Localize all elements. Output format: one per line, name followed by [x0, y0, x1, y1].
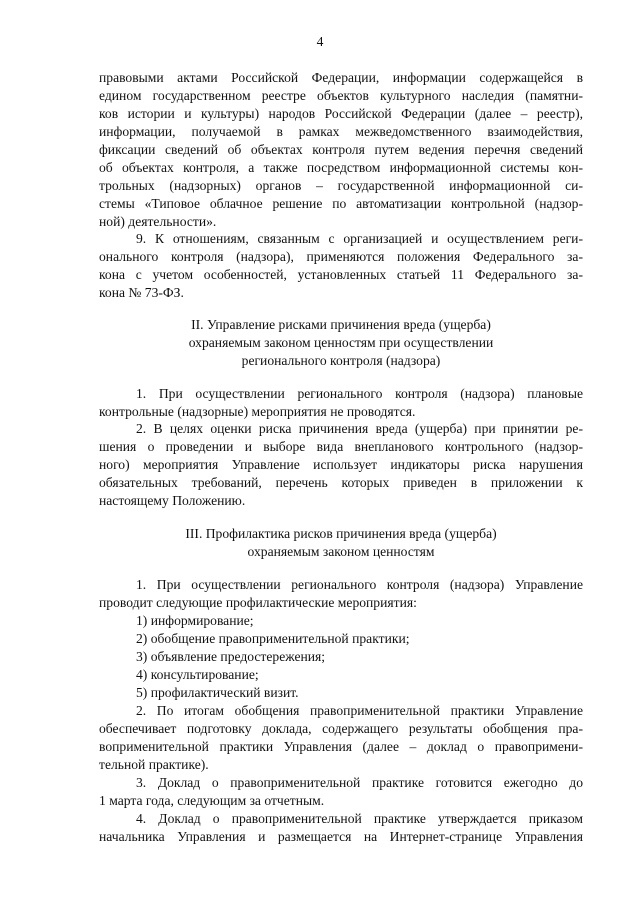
text-line: трольных (надзорных) органов – государственной информационной си- [99, 178, 583, 193]
list-item: 3) объявление предостережения; [136, 649, 326, 664]
text-line: едином государственном реестре объектов культурного наследия (памятни- [99, 88, 583, 103]
text-line: информации, получаемой в рамках межведомственного взаимодействия, [99, 124, 583, 139]
text-line: 1. При осуществлении регионального контроля (надзора) плановые [136, 386, 583, 401]
text-line: обеспечивает подготовку доклада, содержащего результаты обобщения пра- [99, 721, 583, 736]
list-item: 5) профилактический визит. [136, 685, 299, 700]
page-number: 4 [316, 34, 324, 49]
text-line: 1 марта года, следующим за отчетным. [99, 793, 325, 808]
list-item: 2) обобщение правоприменительной практики; [136, 631, 410, 646]
text-line: шения о проведении и выборе вида внепланового контрольного (надзор- [99, 439, 583, 454]
section-heading: регионального контроля (надзора) [241, 353, 441, 368]
text-line: 3. Доклад о правоприменительной практике готовится ежегодно до [136, 775, 583, 790]
section-heading: II. Управление рисками причинения вреда (ущерба) [191, 317, 491, 332]
text-line: фиксации сведений об объектах контроля путем ведения перечня сведений [99, 142, 583, 157]
text-line: стемы «Типовое облачное решение по автоматизации контрольной (надзор- [99, 196, 583, 211]
text-line: 2. По итогам обобщения правоприменительной практики Управление [136, 703, 583, 718]
section-heading: III. Профилактика рисков причинения вреда (ущерба) [185, 526, 497, 541]
text-line: ков истории и культуры) народов Российской Федерации (далее – реестр), [99, 106, 583, 121]
text-line: правовыми актами Российской Федерации, информации содержащейся в [99, 70, 583, 85]
text-line: 2. В целях оценки риска причинения вреда (ущерба) при принятии ре- [136, 421, 583, 436]
text-line: ной) деятельности». [99, 214, 217, 229]
text-line: об объектах контроля, а также посредством информационной системы кон- [99, 160, 583, 175]
text-line: ного) мероприятия Управление использует индикаторы риска нарушения [99, 457, 583, 472]
list-item: 1) информирование; [136, 613, 254, 628]
text-line: тельной практике). [99, 757, 209, 772]
text-line: 1. При осуществлении регионального контроля (надзора) Управление [136, 577, 583, 592]
text-line: воприменительной практики Управления (далее – доклад о правопримени- [99, 739, 583, 754]
section-heading: охраняемым законом ценностям [247, 544, 435, 559]
text-line: 4. Доклад о правоприменительной практике утверждается приказом [136, 811, 583, 826]
text-line: настоящему Положению. [99, 493, 246, 508]
text-line: 9. К отношениям, связанным с организацией и осуществлением реги- [136, 231, 583, 246]
text-line: кона № 73-ФЗ. [99, 285, 184, 300]
text-line: проводит следующие профилактические мероприятия: [99, 595, 417, 610]
text-line: онального контроля (надзора), применяются положения Федерального за- [99, 249, 583, 264]
text-line: контрольные (надзорные) мероприятия не проводятся. [99, 404, 416, 419]
list-item: 4) консультирование; [136, 667, 259, 682]
text-line: обязательных требований, перечень которых приведен в приложении к [99, 475, 583, 490]
section-heading: охраняемым законом ценностям при осуществлении [188, 335, 494, 350]
text-line: кона с учетом особенностей, установленных статьей 11 Федерального за- [99, 267, 583, 282]
text-line: начальника Управления и размещается на Интернет-странице Управления [99, 829, 583, 844]
